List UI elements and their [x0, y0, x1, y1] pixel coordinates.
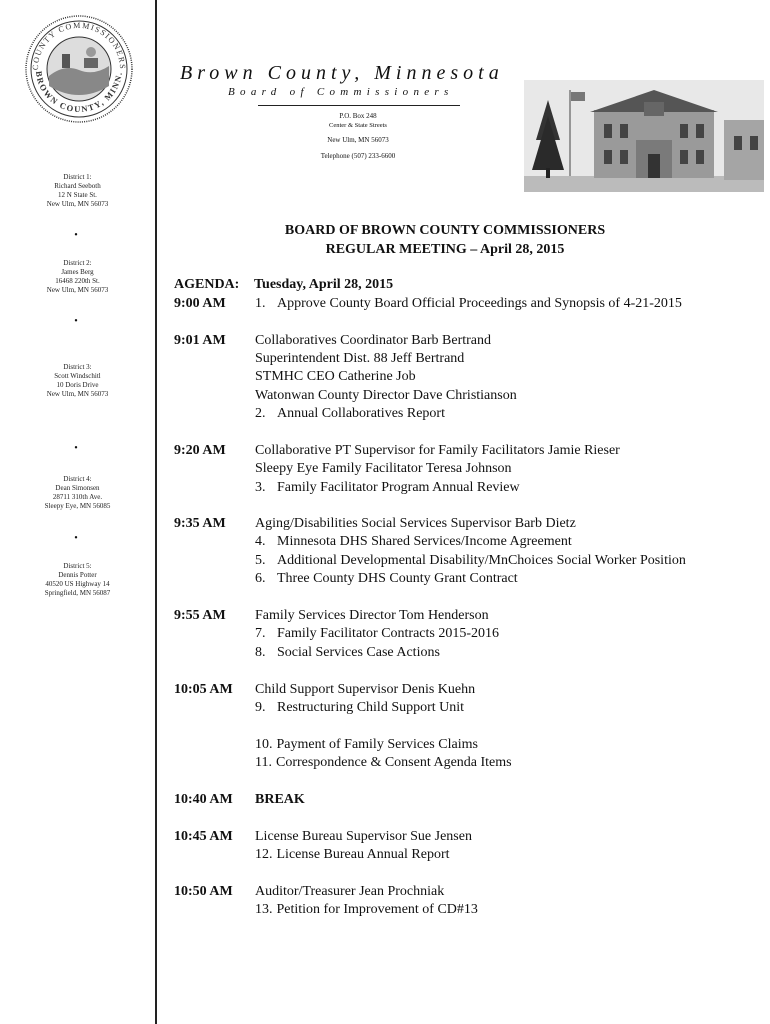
district-street: 12 N State St. — [58, 191, 97, 199]
district-name: Richard Seeboth — [54, 182, 101, 190]
item-number: 10. — [255, 737, 273, 752]
item-number: 5. — [255, 553, 266, 568]
item-text: Collaboratives Coordinator Barb Bertrand — [255, 333, 491, 348]
item-number: 4. — [255, 534, 266, 549]
district-title: District 2: — [63, 259, 92, 267]
agenda-line — [255, 608, 489, 624]
item-number: 3. — [255, 480, 266, 495]
agenda-line — [255, 461, 512, 477]
item-text: Petition for Improvement of CD#13 — [276, 902, 478, 917]
agenda-time: 10:50 AM — [174, 884, 233, 899]
district-street: 28711 310th Ave. — [52, 493, 103, 501]
item-text: Collaborative PT Supervisor for Family Facilitators Jamie Rieser — [255, 443, 620, 458]
sidebar-divider — [155, 0, 157, 1024]
agenda-line — [255, 333, 491, 349]
agenda-time: 10:40 AM — [174, 792, 233, 807]
agenda-line — [255, 626, 499, 642]
item-text: Restructuring Child Support Unit — [277, 700, 465, 715]
agenda-line — [255, 792, 305, 808]
agenda-line — [255, 571, 518, 587]
item-text: Sleepy Eye Family Facilitator Teresa Johnson — [255, 461, 512, 476]
district-city: Springfield, MN 56087 — [44, 589, 111, 597]
address-streets: Center & State Streets — [329, 122, 387, 129]
agenda-time: 10:45 AM — [174, 829, 233, 844]
item-text: BREAK — [255, 792, 305, 807]
item-text: Annual Collaboratives Report — [277, 406, 445, 421]
district-title: District 5: — [63, 562, 92, 570]
item-number: 13. — [255, 902, 273, 917]
district-street: 10 Doris Drive — [56, 381, 99, 389]
item-number: 7. — [255, 626, 266, 641]
item-text: Correspondence & Consent Agenda Items — [275, 755, 512, 770]
seal-ring-bottom: BROWN COUNTY, MINN. — [33, 70, 124, 115]
agenda-line — [255, 369, 416, 385]
item-text: Superintendent Dist. 88 Jeff Bertrand — [255, 351, 465, 366]
district-city: New Ulm, MN 56073 — [46, 200, 109, 208]
agenda-line — [255, 296, 682, 312]
agenda-label: AGENDA: — [174, 277, 240, 292]
item-text: Child Support Supervisor Denis Kuehn — [255, 682, 476, 697]
meeting-title-line2: REGULAR MEETING – April 28, 2015 — [325, 242, 565, 257]
item-text: Aging/Disabilities Social Services Supervisor Barb Dietz — [255, 516, 576, 531]
agenda-line — [255, 755, 512, 771]
agenda-time: 9:55 AM — [174, 608, 226, 623]
agenda-time: 9:35 AM — [174, 516, 226, 531]
agenda-time: 9:01 AM — [174, 333, 226, 348]
district-5 — [0, 562, 155, 598]
agenda-line — [255, 829, 472, 845]
district-2 — [0, 259, 155, 295]
agenda-line — [255, 847, 450, 863]
divider-bullet: • — [74, 533, 78, 544]
district-city: New Ulm, MN 56073 — [46, 390, 109, 398]
item-number: 1. — [255, 296, 266, 311]
district-title: District 3: — [63, 363, 92, 371]
agenda-line — [255, 406, 445, 422]
item-text: Payment of Family Services Claims — [276, 737, 478, 752]
district-3 — [0, 363, 155, 399]
district-name: Dennis Potter — [58, 571, 97, 579]
district-name: James Berg — [61, 268, 94, 276]
seal-ring-top: COUNTY COMMISSIONERS — [30, 20, 128, 71]
address-phone: Telephone (507) 233-6600 — [320, 152, 396, 160]
agenda-heading — [174, 277, 393, 293]
item-number: 2. — [255, 406, 266, 421]
item-text: Watonwan County Director Dave Christianson — [255, 388, 517, 403]
district-1 — [0, 173, 155, 209]
item-text: Additional Developmental Disability/MnChoices Social Worker Position — [277, 553, 686, 568]
item-number: 8. — [255, 645, 266, 660]
agenda-line — [255, 884, 444, 900]
item-text: License Bureau Annual Report — [276, 847, 450, 862]
letterhead-rule — [258, 105, 460, 106]
letterhead-subtitle: Board of Commissioners — [228, 86, 454, 98]
district-title: District 1: — [63, 173, 92, 181]
district-4 — [0, 475, 155, 511]
agenda-line — [255, 553, 686, 569]
district-city: Sleepy Eye, MN 56085 — [44, 502, 111, 510]
county-seal — [24, 14, 134, 124]
courthouse-photo — [524, 80, 764, 192]
item-number: 6. — [255, 571, 266, 586]
item-text: Family Facilitator Contracts 2015-2016 — [277, 626, 500, 641]
divider-bullet: • — [74, 230, 78, 241]
item-text: STMHC CEO Catherine Job — [255, 369, 416, 384]
item-text: Approve County Board Official Proceedings and Synopsis of 4-21-2015 — [277, 296, 682, 311]
item-text: Three County DHS County Grant Contract — [277, 571, 518, 586]
agenda-line — [255, 737, 478, 753]
item-text: License Bureau Supervisor Sue Jensen — [255, 829, 472, 844]
district-name: Scott Windschitl — [54, 372, 101, 380]
agenda-line — [255, 388, 517, 404]
agenda-time: 9:20 AM — [174, 443, 226, 458]
divider-bullet: • — [74, 443, 78, 454]
item-text: Family Facilitator Program Annual Review — [277, 480, 520, 495]
item-text: Auditor/Treasurer Jean Prochniak — [255, 884, 445, 899]
agenda-time: 10:05 AM — [174, 682, 233, 697]
agenda-line — [255, 516, 576, 532]
district-city: New Ulm, MN 56073 — [46, 286, 109, 294]
item-number: 11. — [255, 755, 272, 770]
agenda-line — [255, 443, 620, 459]
agenda-line — [255, 682, 475, 698]
district-street: 16468 220th St. — [55, 277, 100, 285]
agenda-date: Tuesday, April 28, 2015 — [254, 277, 394, 292]
letterhead-title: Brown County, Minnesota — [180, 62, 504, 84]
agenda-line — [255, 902, 478, 918]
address-po-box: P.O. Box 248 — [339, 112, 377, 120]
agenda-line — [255, 351, 464, 367]
item-number: 12. — [255, 847, 273, 862]
agenda-time: 9:00 AM — [174, 296, 226, 311]
divider-bullet: • — [74, 316, 78, 327]
district-title: District 4: — [63, 475, 92, 483]
meeting-title-line1: BOARD OF BROWN COUNTY COMMISSIONERS — [284, 223, 606, 238]
agenda-line — [255, 480, 520, 496]
agenda-line — [255, 645, 440, 661]
agenda-line — [255, 700, 464, 716]
district-name: Dean Simonsen — [55, 484, 100, 492]
item-text: Family Services Director Tom Henderson — [255, 608, 489, 623]
district-street: 40520 US Highway 14 — [45, 580, 110, 588]
agenda-line — [255, 534, 572, 550]
item-number: 9. — [255, 700, 266, 715]
item-text: Minnesota DHS Shared Services/Income Agreement — [277, 534, 572, 549]
address-city: New Ulm, MN 56073 — [327, 136, 389, 144]
item-text: Social Services Case Actions — [277, 645, 440, 660]
